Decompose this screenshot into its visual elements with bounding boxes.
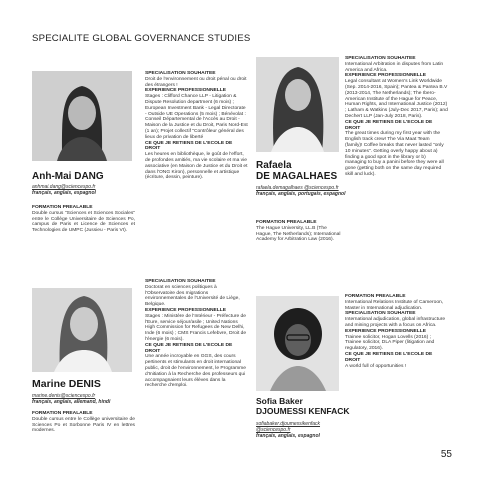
heading-formation-marine: FORMATION PREALABLE: [32, 411, 93, 416]
text-ce-marine: Une année incroyable en GGS, des cours pertinents et stimulants en droit international public, droit de l'environnement, le Programme d'Initiation à la Recherche des professeurs qui accompagnaient leurs élèves dans la recherche d'emploi.: [145, 354, 246, 389]
languages-marine: français, anglais, allemand, hindi: [32, 399, 111, 405]
heading-spec-sofia: SPECIALISATION SOUHAITEE: [345, 311, 416, 317]
details-rafaela: [345, 56, 448, 178]
contact-rafaela: [256, 185, 346, 197]
heading-exp-marine: EXPERIENCE PROFESSIONNELLE: [145, 307, 226, 313]
text-formation-anh: Double cursus "Sciences et Sciences Sociales" entre le Collège Universitaire de Sciences Po, campus de Paris et Licence de Sciences et Technologies de UMPC (Jussieu - Paris VI).: [32, 210, 135, 234]
heading-exp-anh: EXPERIENCE PROFESSIONNELLE: [145, 88, 226, 94]
page-number: 55: [440, 449, 452, 460]
email-sofia[interactable]: sofiabaker.djoumessikenfack @sciencespo.fr: [256, 421, 321, 433]
text-spec-sofia: International adjudication, global infrastructure and mining projects with a focus on Africa.: [345, 317, 446, 328]
contact-sofia: [256, 421, 342, 439]
text-spec-anh: Droit de l'environnement ou droit pénal ou droit des étrangers !: [145, 76, 247, 88]
details-anh: [145, 71, 248, 181]
heading-formation-sofia: FORMATION PREALABLE: [345, 294, 406, 299]
heading-exp-sofia: EXPERIENCE PROFESSIONNELLE: [345, 328, 426, 334]
person-name-rafaela-first: Rafaela: [256, 160, 292, 171]
languages-sofia: français, anglais, espagnol: [256, 433, 320, 439]
heading-spec-anh: SPECIALISATION SOUHAITEE: [145, 71, 216, 76]
portrait-photo-rafaela: [256, 57, 339, 152]
contact-anh: [32, 184, 132, 196]
text-exp-marine: Stages : Ministère de l'Intérieur - Préfecture de l'Eure, service séjour/asile ; United Nations High Commission for Refugees de New Delhi, Inde (6 mois) ; CMS Francis Lefebvre, Droit de l'énergie (6 mois).: [145, 313, 247, 342]
text-spec-marine: Doctorat en sciences politiques à l'Observatoire des migrations environnementales de l'Université de Liège, Belgique.: [145, 284, 240, 308]
heading-ce-rafaela: CE QUE JE RETIENS DE L'ECOLE DE DROIT: [345, 119, 433, 131]
person-name-sofia-last: DJOUMESSI KENFACK: [256, 406, 350, 416]
heading-spec-marine: SPECIALISATION SOUHAITEE: [145, 279, 216, 284]
text-ce-sofia: A world full of opportunities !: [345, 363, 407, 369]
portrait-photo-anh: [32, 71, 132, 161]
heading-ce-marine: CE QUE JE RETIENS DE L'ECOLE DE DROIT: [145, 342, 233, 354]
text-formation-rafaela: The Hague University, LL.B (The Hague, The Netherlands); International Academy for Arbitration Law (2016).: [256, 225, 341, 243]
contact-marine: [32, 393, 142, 405]
heading-formation-anh: FORMATION PREALABLE: [32, 205, 93, 210]
formation-marine: [32, 411, 135, 434]
text-exp-anh: Stages : Clifford Chance LLP - Litigation & Dispute Resolution department (6 mois) ; European Investment Bank - Legal Directorate - Outside UE Operations (5 mois) ; Bénévolat : Conseil Départemental de l'Accès au Droit - Maison de la Justice et du Droit, Paris Nord-Est (1 an); Projet collectif "Contrôleur général des lieux de privation de liberté: [145, 94, 248, 140]
email-rafaela[interactable]: rafaela.demagalhaes @sciencespo.fr: [256, 185, 339, 191]
text-ce-anh: Les heures en bibliothèque, le goût de l'effort, de profondes amitiés, ma vie scolaire et ma vie associative (en Maison de Justice et du Droit et dans l'ONG Kiron), personnelle et artistique (écriture, dessin, peinture).: [145, 152, 248, 181]
person-name-marine: Marine DENIS: [32, 378, 101, 390]
text-ce-rafaela: The great times during my first year with the English track crew! The Via Maat Team (family)! Coffee breaks that never lasted "only 10 minutes". Getting overly happy about a) finding a good spot in the library or b) managing to buy a panini before they were all gone (getting both on the same day required skill and luck).: [345, 131, 444, 177]
heading-spec-rafaela: SPECIALISATION SOUHAITEE: [345, 56, 416, 61]
heading-exp-rafaela: EXPERIENCE PROFESSIONNELLE: [345, 73, 426, 79]
heading-ce-sofia: CE QUE JE RETIENS DE L'ECOLE DE DROIT: [345, 351, 433, 363]
person-name-sofia-first: Sofia Baker: [256, 396, 303, 406]
formation-anh: [32, 205, 135, 234]
person-name-rafaela-last: DE MAGALHAES: [256, 171, 338, 182]
page-title: SPECIALITE GLOBAL GOVERNANCE STUDIES: [32, 33, 251, 44]
text-formation-marine: Double cursus entre le Collège universitaire de Sciences Po et Sorbonne Paris IV en lettres modernes.: [32, 416, 135, 434]
details-marine: [145, 279, 248, 389]
formation-rafaela: [256, 220, 343, 243]
heading-formation-rafaela: FORMATION PREALABLE: [256, 220, 317, 225]
person-name-anh: Anh-Mai DANG: [32, 171, 104, 182]
languages-anh: français, anglais, espagnol: [32, 190, 96, 196]
email-anh[interactable]: anhmai.dang@sciencespo.fr: [32, 184, 96, 190]
text-spec-rafaela: International Arbitration in disputes from Latin America and Africa.: [345, 61, 444, 73]
text-formation-sofia: International Relations Institute of Cameroon, Master in International adjudication.: [345, 299, 444, 311]
portrait-photo-marine: [32, 288, 132, 372]
text-exp-sofia: Trainee solicitor, Hogan Lovells (2016) ; Trainee solicitor, DLA Piper (litigation and regulatory, 2016).: [345, 334, 435, 352]
text-exp-rafaela: Legal consultant at Women's Link Worldwide (Sep. 2014-2016, Spain); Pantea & Pantea B.V (2013-2014, The Netherlands); The Ibero-American Institute of the Hague for Peace, Human Rights, and International Justice (2012) ; Latham & Watkins (July-Dec 2017, Paris); and Dechert LLP (Jan-July 2018, Paris).: [345, 79, 448, 119]
languages-rafaela: français, anglais, portugais, espagnol: [256, 191, 346, 197]
details-sofia: [345, 294, 448, 369]
heading-ce-anh: CE QUE JE RETIENS DE L'ECOLE DE DROIT: [145, 140, 233, 152]
portrait-photo-sofia: [256, 296, 339, 391]
email-marine[interactable]: marine.denis@sciencespo.fr: [32, 393, 96, 399]
